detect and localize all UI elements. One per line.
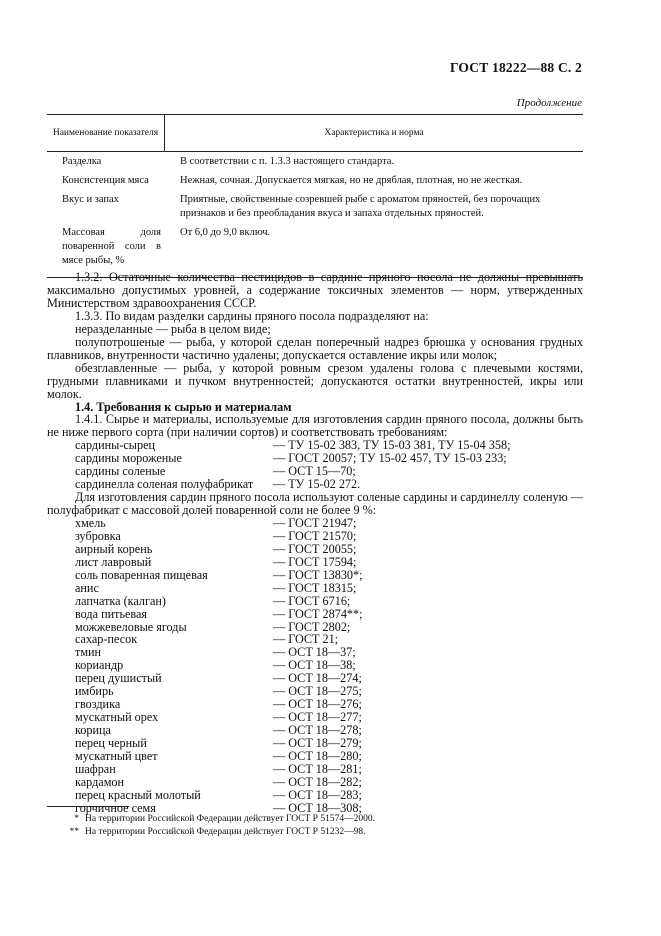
material-standard: — ОСТ 18—282; — [273, 774, 362, 789]
row-norm-value: Приятные, свойственные созревшей рыбе с ароматом пряностей, без порочащих признаков и без преобладания вкуса и запаха отдельных пряностей. — [180, 194, 541, 219]
material-name: имбирь — [75, 684, 114, 699]
material-name: лапчатка (калган) — [75, 593, 166, 608]
cut-type-ungutted: неразделанные — рыба в целом виде; — [75, 321, 271, 336]
column-header-norm: Характеристика и норма — [324, 128, 424, 138]
material-name: сардины-сырец — [75, 438, 156, 453]
table-header — [47, 115, 583, 152]
table-row — [47, 174, 583, 188]
material-name: перец красный молотый — [75, 787, 201, 802]
list-item — [47, 582, 583, 595]
table-body — [47, 152, 583, 277]
list-item — [47, 763, 583, 776]
spices-list — [47, 517, 583, 815]
material-standard: — ГОСТ 17594; — [273, 554, 357, 569]
paragraph-1-3-3: 1.3.3. По видам разделки сардины пряного посола подразделяют на: — [75, 308, 429, 323]
row-norm-value: В соответствии с п. 1.3.3 настоящего стандарта. — [180, 156, 395, 167]
footnote-mark: * — [74, 814, 79, 824]
material-standard: — ОСТ 18—37; — [273, 645, 356, 660]
list-item — [47, 608, 583, 621]
list-item — [47, 595, 583, 608]
material-name: сардинелла соленая полуфабрикат — [75, 477, 254, 492]
material-standard: — ОСТ 18—38; — [273, 658, 356, 673]
raw-material-list — [47, 439, 583, 491]
material-name: хмель — [75, 516, 106, 531]
material-name: мускатный цвет — [75, 748, 158, 763]
material-standard: — ГОСТ 18315; — [273, 580, 357, 595]
footnotes — [47, 813, 583, 839]
list-item — [47, 776, 583, 789]
material-standard: — ГОСТ 13830*; — [273, 567, 363, 582]
paragraph-1-4-1-continued: Для изготовления сардин пряного посола используют соленые сардины и сардинеллу соленую — полуфабрикат с массовой долей поваренной соли не более 9 %: — [47, 490, 583, 518]
material-standard: — ОСТ 18—280; — [273, 748, 362, 763]
material-standard: — ГОСТ 21947; — [273, 516, 357, 531]
material-name: сардины соленые — [75, 464, 166, 479]
material-standard: — ОСТ 18—277; — [273, 710, 362, 725]
material-name: гвоздика — [75, 697, 121, 712]
material-standard: — ГОСТ 2874**; — [273, 606, 363, 621]
table-row — [47, 193, 583, 221]
document-body — [47, 271, 583, 815]
row-indicator-name: Вкус и запах — [62, 194, 119, 205]
row-indicator-name: Массовая доля поваренной соли в мясе рыбы, % — [62, 227, 161, 266]
footnote — [47, 813, 583, 826]
material-standard: — ГОСТ 20057; ТУ 15-02 457, ТУ 15-03 233; — [273, 451, 507, 466]
list-item — [47, 543, 583, 556]
material-name: корица — [75, 723, 111, 738]
material-standard: — ОСТ 18—279; — [273, 735, 362, 750]
material-name: можжевеловые ягоды — [75, 619, 187, 634]
column-header-indicator: Наименование показателя — [47, 115, 165, 151]
paragraph-1-4-1: 1.4.1. Сырье и материалы, используемые для изготовления сардин пряного посола, должны быть не ниже первого сорта (при наличии сортов) и соответствовать требованиям: — [47, 412, 583, 440]
footnote-divider — [47, 806, 129, 807]
list-item — [47, 556, 583, 569]
footnote-mark: ** — [69, 827, 79, 837]
list-item — [47, 789, 583, 802]
material-name: кардамон — [75, 774, 125, 789]
material-standard: — ГОСТ 21; — [273, 632, 339, 647]
list-item — [47, 750, 583, 763]
material-name: перец душистый — [75, 671, 162, 686]
material-standard: — ОСТ 18—278; — [273, 723, 362, 738]
material-name: вода питьевая — [75, 606, 148, 621]
material-standard: — ОСТ 15—70; — [273, 464, 356, 479]
cut-type-half-gutted: полупотрошеные — рыба, у которой сделан поперечный надрез брюшка у основания грудных плавников, внутренности частично удалены; допускается оставление икры или молок; — [47, 334, 583, 362]
row-indicator-name: Консистенция мяса — [62, 175, 149, 186]
row-norm-value: От 6,0 до 9,0 включ. — [180, 227, 271, 238]
material-standard: — ОСТ 18—283; — [273, 787, 362, 802]
page-header-title: ГОСТ 18222—88 С. 2 — [449, 60, 582, 75]
material-name: горчичное семя — [75, 800, 156, 815]
material-standard: — ГОСТ 20055; — [273, 541, 357, 556]
material-name: лист лавровый — [75, 554, 152, 569]
material-standard: — ОСТ 18—308; — [273, 800, 362, 815]
cut-type-headed: обезглавленные — рыба, у которой ровным срезом удалены голова с плечевыми костями, грудными плавниками и пучком внутренностей; допускаются остатки внутренностей, икры или молок. — [47, 360, 583, 401]
material-name: анис — [75, 580, 99, 595]
footnote-text: На территории Российской Федерации действует ГОСТ Р 51232—98. — [85, 827, 366, 837]
material-name: соль поваренная пищевая — [75, 567, 208, 582]
list-item — [47, 737, 583, 750]
material-standard: — ГОСТ 21570; — [273, 528, 357, 543]
material-name: зубровка — [75, 528, 121, 543]
list-item — [47, 569, 583, 582]
material-name: шафран — [75, 761, 116, 776]
material-standard: — ТУ 15-02 272. — [273, 477, 361, 492]
list-item — [47, 530, 583, 543]
specification-table — [47, 114, 583, 278]
material-name: кориандр — [75, 658, 124, 673]
material-standard: — ГОСТ 6716; — [273, 593, 351, 608]
material-standard: — ТУ 15-02 383, ТУ 15-03 381, ТУ 15-04 358; — [273, 438, 511, 453]
material-name: аирный корень — [75, 541, 153, 556]
material-name: сардины мороженые — [75, 451, 182, 466]
material-name: перец черный — [75, 735, 147, 750]
material-standard: — ОСТ 18—274; — [273, 671, 362, 686]
material-name: тмин — [75, 645, 102, 660]
paragraph-1-3-2: 1.3.2. Остаточные количества пестицидов в сардине пряного посола не должны превышать максимально допустимых уровней, а содержание токсичных элементов — норм, утвержденных Министерством здравоохранения СССР. — [47, 270, 583, 310]
table-row — [47, 226, 583, 268]
material-name: сахар-песок — [75, 632, 138, 647]
footnote-text: На территории Российской Федерации действует ГОСТ Р 51574—2000. — [85, 814, 375, 824]
row-indicator-name: Разделка — [62, 156, 102, 167]
material-standard: — ГОСТ 2802; — [273, 619, 351, 634]
table-row — [47, 155, 583, 169]
section-heading-1-4: 1.4. Требования к сырью и материалам — [75, 399, 292, 414]
material-standard: — ОСТ 18—275; — [273, 684, 362, 699]
material-standard: — ОСТ 18—276; — [273, 697, 362, 712]
row-norm-value: Нежная, сочная. Допускается мягкая, но не дряблая, плотная, но не жесткая. — [180, 175, 523, 186]
material-name: мускатный орех — [75, 710, 159, 725]
material-standard: — ОСТ 18—281; — [273, 761, 362, 776]
table-continuation-label: Продолжение — [516, 97, 582, 109]
footnote — [47, 826, 583, 839]
